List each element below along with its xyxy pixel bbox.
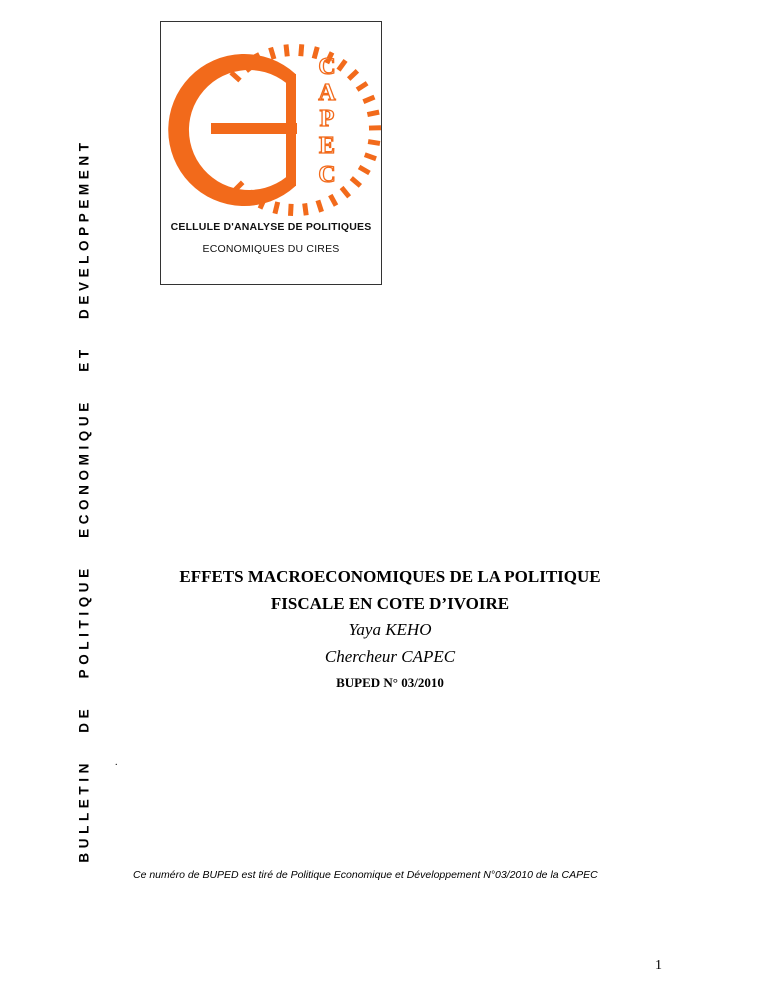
page-number: 1 <box>655 958 662 973</box>
document-title-line1: EFFETS MACROECONOMIQUES DE LA POLITIQUE <box>179 567 601 586</box>
logo-caption-line2: ECONOMIQUES DU CIRES <box>202 243 340 255</box>
logo-caption-line1: CELLULE D'ANALYSE DE POLITIQUES <box>170 221 372 233</box>
logo-letter-c1: C <box>318 54 336 80</box>
source-footnote: Ce numéro de BUPED est tiré de Politique Economique et Développement N°03/2010 de la CAPEC <box>133 869 598 881</box>
author-role: Chercheur CAPEC <box>324 647 456 666</box>
logo-letter-p: P <box>319 106 335 132</box>
capec-letters <box>318 54 336 188</box>
vertical-bulletin-title <box>64 100 104 900</box>
document-title-line2: FISCALE EN COTE D’IVOIRE <box>270 594 510 613</box>
issue-number: BUPED N° 03/2010 <box>336 675 444 690</box>
stray-mark: . <box>115 757 118 768</box>
logo-caption <box>161 216 381 260</box>
author-name: Yaya KEHO <box>348 620 432 639</box>
logo-letter-c2: C <box>318 162 336 188</box>
capec-logo <box>160 21 382 285</box>
capec-emblem-icon <box>161 22 383 216</box>
logo-letter-e: E <box>318 133 336 159</box>
logo-letter-a: A <box>318 80 336 106</box>
vertical-title-text: BULLETIN DE POLITIQUE ECONOMIQUE ET DEVELOPPEMENT <box>76 137 92 863</box>
